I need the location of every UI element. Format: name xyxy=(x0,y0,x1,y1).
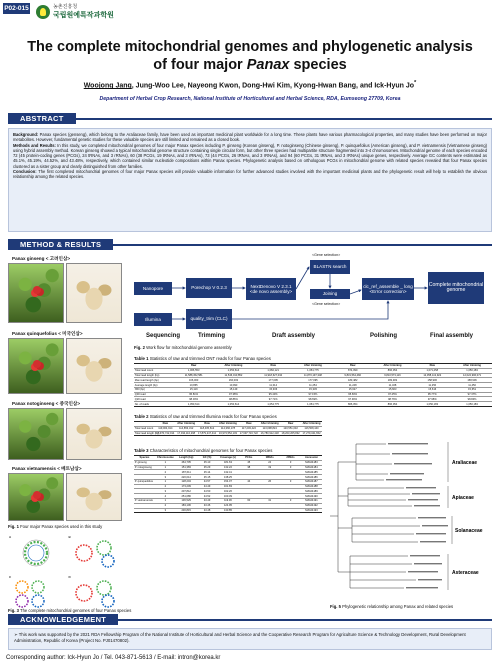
table2-title: Table 2 Statistics of raw and trimmed Illumina reads for four Panax species xyxy=(134,414,277,419)
table2-cell: 114,853,312 xyxy=(176,426,197,431)
genome-map-b: B xyxy=(68,536,126,574)
table1-cell: 11,256 xyxy=(412,383,452,388)
step-draft-assembly: Draft assembly xyxy=(272,333,316,339)
table3-cell: 1 xyxy=(155,465,176,470)
genome-map-a: A xyxy=(8,536,66,574)
table3-header-cell: Species xyxy=(134,456,155,461)
table2-header-cell: Raw xyxy=(155,422,176,427)
table3-cell: MZ424185 xyxy=(301,470,322,475)
fig3-caption: Fig. 3 The complete mitochondrial genomes of four Panax species xyxy=(8,608,132,613)
table2-header-cell: After trimming xyxy=(219,422,237,426)
table1-cell: 95.66% xyxy=(333,392,373,397)
table3-cell: 220,014 xyxy=(176,475,197,480)
title-line-1: The complete mitochondrial genomes and phylogenetic analysis xyxy=(27,39,473,55)
table3-cell: P. notoginseng xyxy=(134,465,155,470)
table1-cell: 1,050,183 xyxy=(412,402,452,407)
table3-cell: 26 xyxy=(259,479,280,484)
abstract-header-label: ABSTRACT xyxy=(8,113,76,124)
table2-cell: 118,405,612 xyxy=(197,426,218,431)
table1-cell: 10,990 xyxy=(214,383,254,388)
table1-title: Table 1 Statistics of raw and trimmed ONT reads for four Panax species xyxy=(134,356,271,361)
table3-cell: 3 xyxy=(155,489,176,494)
table1-cell: 166,003 xyxy=(174,378,214,383)
table1-cell: 166,003 xyxy=(214,378,254,383)
table3-cell: 2 xyxy=(155,484,176,489)
workflow-gene-note-top: <Gene selection> xyxy=(312,253,341,257)
table1-cell: 98.76% xyxy=(373,397,413,402)
table1-cell: 95.81% xyxy=(174,392,214,397)
table3-cell: 44.49 xyxy=(197,484,218,489)
table1-cell: 11,870,197,348 xyxy=(293,373,333,378)
table2-header-cell: After trimming xyxy=(302,422,321,426)
step-trimming: Trimming xyxy=(198,333,226,339)
table1-cell: Total read length (bp) xyxy=(134,373,174,378)
ack-box xyxy=(8,628,492,650)
table3-cell: MZ424186 xyxy=(301,475,322,480)
table2-cell: 113,098,824 xyxy=(259,426,280,431)
table1-cell: 10,865 xyxy=(174,383,214,388)
table3-cell: 44 xyxy=(238,479,259,484)
table1-cell: 1,082,121 xyxy=(253,368,293,373)
table1-cell: 98.84% xyxy=(452,397,492,402)
affiliation: Department of Herbal Crop Research, National Institute of Horticultural and Herbal Science, RDA, Eumseong 27709, Korea xyxy=(99,96,401,102)
table3-cell: 3 xyxy=(155,475,176,480)
step-polishing: Polishing xyxy=(370,333,397,339)
table3-cell: 183,106 xyxy=(176,503,197,508)
table2-header-cell: Raw xyxy=(197,422,218,427)
table1-cell: 1,050,614 xyxy=(214,368,254,373)
table2-cell: 17,970,742,014 xyxy=(156,431,175,435)
table3-row xyxy=(134,508,322,513)
table2-cell: 116,508,440 xyxy=(301,426,322,431)
table3-cell: 161.83 xyxy=(218,484,239,489)
table3-cell: 1 xyxy=(155,499,176,504)
table1-cell: 95.77% xyxy=(412,392,452,397)
workflow-blastn: BLASTN search xyxy=(310,260,350,274)
table2-header-cell: After trimming xyxy=(177,422,196,426)
table1-cell: 98.69% xyxy=(293,397,333,402)
table3-cell: 230,815 xyxy=(176,508,197,513)
table3-cell: 207,812 xyxy=(176,489,197,494)
table1-cell: 97.71% xyxy=(253,397,293,402)
table1-cell: 9,831,564,482 xyxy=(333,373,373,378)
table3-cell: 162.26 xyxy=(218,489,239,494)
table3-cell: 2 xyxy=(155,503,176,508)
table3-cell: 181.63 xyxy=(218,460,239,465)
photo-label-quinquefolius: Panax quinquefolius < 미국인삼> xyxy=(12,331,83,336)
ack-header-label: ACKNOWLEDGEMENT xyxy=(8,614,118,625)
abstract-background: Background: Panax species (genseng), which belong to the Araliaceae family, have been used as important medicinal plant worldwide for a long time. These plants have various pharmacological properties, and many studies have been performed on major metabolites. However, fundamental genetic studies for these valuable species are still limited and remained as a closed book. xyxy=(13,132,487,143)
table1-cell: Max read length (bp) xyxy=(134,378,174,383)
step-final-assembly: Final assembly xyxy=(430,333,474,339)
ack-header xyxy=(8,614,492,625)
phylogenetic-tree xyxy=(326,432,492,600)
table1-cell: 158,906 xyxy=(452,378,492,383)
table1-cell: 12,024,996,071 xyxy=(452,373,492,378)
table2-cell: 17,879,247,412 xyxy=(198,431,217,435)
table1-cell: 15,627 xyxy=(333,387,373,392)
table3-cell: MZ424189 xyxy=(301,489,322,494)
step-sequencing: Sequencing xyxy=(146,333,181,339)
workflow-gene-note-bottom: <Gene selection> xyxy=(312,302,341,306)
table1-header-cell: After trimming xyxy=(293,364,333,369)
table1-cell: 1,054,775 xyxy=(293,402,333,407)
workflow-complete-genome: Complete mitochondrial genome xyxy=(428,272,484,304)
table2-cell: 16,780,912,418 xyxy=(260,431,279,435)
table2-cell: 17,034,110,268 xyxy=(177,431,196,435)
table1-cell: 95.43% xyxy=(253,392,293,397)
table1-cell: 15,119 xyxy=(174,387,214,392)
table3-cell: 38 xyxy=(238,465,259,470)
table1-cell: Q20 read xyxy=(134,397,174,402)
clade-araliaceae: Araliaceae xyxy=(452,460,478,466)
table3-cell: MZ424190 xyxy=(301,494,322,499)
table3-cell: 3 xyxy=(280,460,301,465)
table2-cell: 18,203,205,832 xyxy=(281,431,300,435)
table1-cell: 1,050,614 xyxy=(214,402,254,407)
table3-cell: 1 xyxy=(155,460,176,465)
table1-cell: 874,099 xyxy=(333,368,373,373)
table3-cell: 3 xyxy=(280,479,301,484)
table1-cell: 1,054,775 xyxy=(253,402,293,407)
table3-cell: 132.22 xyxy=(218,465,239,470)
table2-cell: 17,279,341,652 xyxy=(302,431,321,435)
table3-cell: 44.52 xyxy=(197,494,218,499)
table1-cell: 866,054 xyxy=(373,368,413,373)
table3-cell xyxy=(238,508,259,513)
table1-header-cell: Raw xyxy=(174,364,214,369)
table1-cell: 15,616 xyxy=(412,387,452,392)
table1-cell: 1,066,553 xyxy=(174,368,214,373)
table1-header-cell: After trimming xyxy=(452,364,492,369)
ack-bullet-icon: ➢ xyxy=(14,632,19,637)
photo-label-notoginseng: Panax notoginseng < 중국인삼> xyxy=(12,401,81,406)
table3-cell: MZ424192 xyxy=(301,503,322,508)
table3-cell: 151,383 xyxy=(176,465,197,470)
table1-cell: 1,050,183 xyxy=(452,402,492,407)
table1-cell: 15,663 xyxy=(373,387,413,392)
table1-header-cell: Raw xyxy=(333,364,373,369)
table3-cell: MZ424193 xyxy=(301,508,322,513)
table3-cell: 24 xyxy=(259,460,280,465)
table3-cell: 124.95 xyxy=(218,503,239,508)
table3-cell: 43.49 xyxy=(197,499,218,504)
table3-cell: 173,209 xyxy=(176,484,197,489)
table3-cell: P. ginseng xyxy=(134,460,155,465)
table3-cell: 45.10 xyxy=(197,460,218,465)
table3-cell: P. vietnamensis xyxy=(134,499,155,504)
table3 xyxy=(134,455,322,513)
table1-cell: 183,482 xyxy=(333,378,373,383)
table3-title: Table 3 Characteristics of mitochondrial genomes for four Panax species xyxy=(134,448,273,453)
table1-cell: 97.25% xyxy=(373,392,413,397)
table3-header-cell: PCGs xyxy=(238,456,259,461)
table1-cell: Total read count xyxy=(134,368,174,373)
table1-cell: 97.38% xyxy=(214,392,254,397)
poster-code-badge: P02-015 xyxy=(4,5,29,12)
table3-cell: 43.48 xyxy=(197,508,218,513)
table3-cell: 45 xyxy=(238,460,259,465)
table3-cell: 130.85 xyxy=(218,508,239,513)
table1-cell: 9,810,573,116 xyxy=(373,373,413,378)
table3-cell: 19 xyxy=(259,465,280,470)
table3-header-cell: Accession xyxy=(301,456,322,461)
table2-cell: 117,203,422 xyxy=(238,426,259,431)
table1-cell: 1,050,614 xyxy=(174,402,214,407)
workflow-quality-trim: quality_trim (CLC) xyxy=(186,309,232,329)
table3-cell: 3 xyxy=(155,508,176,513)
table3-cell: MZ424183 xyxy=(301,460,322,465)
clade-apiaceae: Apiaceae xyxy=(452,495,474,501)
table1-cell: 177,095 xyxy=(293,378,333,383)
table3-cell: 138.25 xyxy=(218,475,239,480)
table3-cell: MZ424191 xyxy=(301,499,322,504)
table1-cell: 1,071,258 xyxy=(412,368,452,373)
table1-cell: 11,254 xyxy=(293,383,333,388)
table1 xyxy=(134,363,492,407)
table3-cell: 1 xyxy=(155,479,176,484)
table1-cell: 97.90% xyxy=(333,397,373,402)
table1-cell: 11,328 xyxy=(373,383,413,388)
table1-cell: 12,058,113,922 xyxy=(412,373,452,378)
logo-main-text: 국립원예특작과학원 xyxy=(53,12,114,19)
workflow-porechop: Porechop V 0.2.3 xyxy=(186,278,232,298)
table1-cell: 177,095 xyxy=(253,378,293,383)
table1-cell: No. of reads xyxy=(134,402,174,407)
table1-cell: Average length (bp) xyxy=(134,383,174,388)
photo-label-vietnamensis: Panax vietnamensis < 베트남삼> xyxy=(12,466,82,471)
genome-maps xyxy=(8,536,125,604)
abstract-methods: Methods and Results: In this study, we completed mitochondrial genomes of four major Panax species including P. ginseng (Korean ginseng), P. notoginseng (Chinese ginseng), P. quinquefolius (American ginseng), and P. vietnamensis (Vietnamese ginseng) using hybrid assembly method. Korean ginseng showed a typical mitochondrial genome structure containing single circular form, but other three species had multipartite structure fragmented into 3-4 chromosomes. Mitochondrial genome of each species encoded 72 (45 protein-coding genes (PCGs), 24 tRNAs, and 3 rRNAs), 60 (38 PCGs, 19 tRNAs, and 3 rRNAs), 73 (44 PCGs, 26 tRNAs, and 3 rRNAs), and 94 (60 PCGs, 31 tRNAs, and 3 rRNAs) unique genes, respectively. Average GC contents were estimated as 45.1%, 45.19%, 44.52%, and 43.48%, respectively, which contained similar nucleotide compositions within Panax species. Phylogenetic analysis based on orthologous PCGs in mitochondrial genome with related species revealed that four Panax species clustered as a sister group and clearly distinguished from other families. xyxy=(13,142,487,169)
fig2-caption: Fig. 2 Work flow for mitochondrial genome assembly xyxy=(134,345,232,350)
table3-cell: 132.41 xyxy=(218,470,239,475)
table3-cell: 45.14 xyxy=(197,470,218,475)
title-line-2: of four major Panax species xyxy=(153,57,347,73)
table2 xyxy=(134,421,322,436)
table3-cell: 187,611 xyxy=(176,470,197,475)
table3-cell: 31 xyxy=(259,499,280,504)
table3-cell: MZ424188 xyxy=(301,484,322,489)
table3-cell: 44.50 xyxy=(197,489,218,494)
workflow-nanopore: Nanopore xyxy=(134,282,172,295)
table2-cell: 119,004,914 xyxy=(155,426,176,431)
table1-cell: 15,149 xyxy=(214,387,254,392)
table2-header-cell: Raw xyxy=(280,422,301,427)
table1-header-cell: After trimming xyxy=(373,364,413,369)
table1-cell: 98.86% xyxy=(214,397,254,402)
table3-cell: P. quinquefolius xyxy=(134,480,153,484)
table3-cell xyxy=(134,508,155,513)
table1-cell: Q30 read xyxy=(134,392,174,397)
table1-cell: 11,918,627,034 xyxy=(253,373,293,378)
table3-cell: MZ424187 xyxy=(301,479,322,484)
methods-header-label: METHOD & RESULTS xyxy=(8,239,113,250)
table1-header-cell: Raw xyxy=(412,364,452,369)
table1-cell: 97.37% xyxy=(452,392,492,397)
table1-cell: 11,546,013,852 xyxy=(214,373,254,378)
table1-cell: 97.15% xyxy=(293,392,333,397)
table1-row xyxy=(134,402,492,407)
corresponding-author: Corresponding author: Ick-Hyun Jo / Tel. 043-871-5613 / E-mail: intron@korea.kr xyxy=(6,655,221,661)
table1-cell: 98.03% xyxy=(174,397,214,402)
table1-cell: 866,054 xyxy=(333,402,373,407)
table1-cell: 15,345 xyxy=(293,387,333,392)
table3-cell: 60 xyxy=(238,499,259,504)
table3-header-cell: Chromosome xyxy=(155,456,176,461)
table2-cell: 17,697,716,722 xyxy=(239,431,258,435)
table3-header-cell: GC (%) xyxy=(197,456,218,461)
genome-map-c: C xyxy=(8,576,66,614)
table2-header-cell: After trimming xyxy=(260,422,279,426)
table3-cell: 251,086 xyxy=(176,494,197,499)
workflow-joining: Joining xyxy=(310,289,350,299)
table1-cell: 11,248 xyxy=(333,383,373,388)
table1-cell: 11,014 xyxy=(253,383,293,388)
table3-cell: 154.07 xyxy=(218,479,239,484)
table3-header-cell: tRNAs xyxy=(259,456,280,461)
table1-cell: N50 (bp) xyxy=(134,387,174,392)
table2-cell: Total read count xyxy=(134,427,154,431)
table3-cell: 2 xyxy=(155,470,176,475)
table3-cell: 45.29 xyxy=(197,465,218,470)
fig5-caption: Fig. 5 Phylogenetic relationship among Panax and related species xyxy=(330,604,454,609)
table3-cell: 160.39 xyxy=(218,494,239,499)
table1-cell: 11,450 xyxy=(452,383,492,388)
clade-solanaceae: Solanaceae xyxy=(455,528,483,534)
table3-header-cell: rRNAs xyxy=(280,456,301,461)
table1-cell: 15,306 xyxy=(253,387,293,392)
table2-header-cell: Raw xyxy=(238,422,259,427)
table1-header-cell: Raw xyxy=(253,364,293,369)
clade-asteraceae: Asteraceae xyxy=(452,570,479,576)
table3-cell: 43.46 xyxy=(197,503,218,508)
table1-cell: 11,588,452,581 xyxy=(174,373,214,378)
table3-cell: 45.15 xyxy=(197,475,218,480)
table2-row xyxy=(134,431,322,436)
table3-cell: 119.06 xyxy=(218,499,239,504)
table3-cell: 136,529 xyxy=(176,499,197,504)
table1-cell: 97.98% xyxy=(412,397,452,402)
photo-label-ginseng: Panax ginseng < 고려인삼> xyxy=(12,256,71,261)
table2-cell: 120,551,032 xyxy=(280,426,301,431)
ack-text: This work was supported by the 2021 RDA Fellowship Program of the National Institute of Horticultural and Herbal Science and the Cooperative Research Program for Agriculture Science & Technology Development, Rural Development Administration, Republic of Korea (Project No. PJ01470802). xyxy=(14,632,466,643)
workflow-nextdenovo: NextDenovo V 2.3.1 <de novo assembly> xyxy=(246,278,296,300)
table1-cell: 866,054 xyxy=(373,402,413,407)
table3-cell: 44.57 xyxy=(197,479,218,484)
table3-cell: 3 xyxy=(280,465,301,470)
table1-header-cell: After trimming xyxy=(214,364,254,369)
table3-cell: 128,204 xyxy=(176,479,197,484)
fig1-caption: Fig. 1 Four major Panax species used in this study xyxy=(8,524,103,529)
abstract-conclusion: Conclusion: The first completed mitochondrial genomes of four major Panax species will provide valuable information for further advanced studies involved with the important medicinal plants and the phylogenetic result will help to establish the obvious relationship among the related species. xyxy=(13,169,487,180)
table3-cell: MZ424184 xyxy=(301,465,322,470)
table2-cell: 16,973,552,103 xyxy=(218,431,237,435)
table3-header-cell: Coverage (x) xyxy=(218,456,239,461)
table1-cell: 183,482 xyxy=(373,378,413,383)
logo-small-text: 농촌진흥청 xyxy=(53,4,78,10)
table1-cell: 158,906 xyxy=(412,378,452,383)
table3-cell: 464,705 xyxy=(176,460,197,465)
table1-cell: 15,651 xyxy=(452,387,492,392)
workflow-illumina: Illumina xyxy=(134,313,172,326)
author-list: Woojong Jang, Jung-Woo Lee, Nayeong Kwon, Dong-Hwi Kim, Kyong-Hwan Bang, and Ick-Hyun Jo* xyxy=(83,80,417,90)
table1-cell: 1,054,775 xyxy=(293,368,333,373)
table3-cell: 3 xyxy=(280,499,301,504)
table2-cell: 114,366,178 xyxy=(218,426,239,431)
table3-cell: 4 xyxy=(155,494,176,499)
table3-cell xyxy=(259,508,280,513)
workflow-clc-ref: clc_ref_assemble _ long <Error correction> xyxy=(362,278,414,300)
genome-map-d: D xyxy=(68,576,126,614)
table1-cell: 1,050,183 xyxy=(452,368,492,373)
table2-cell: Total read length (bp) xyxy=(134,431,160,435)
table3-cell xyxy=(280,508,301,513)
table3-header-cell: Length (bp) xyxy=(176,456,197,461)
